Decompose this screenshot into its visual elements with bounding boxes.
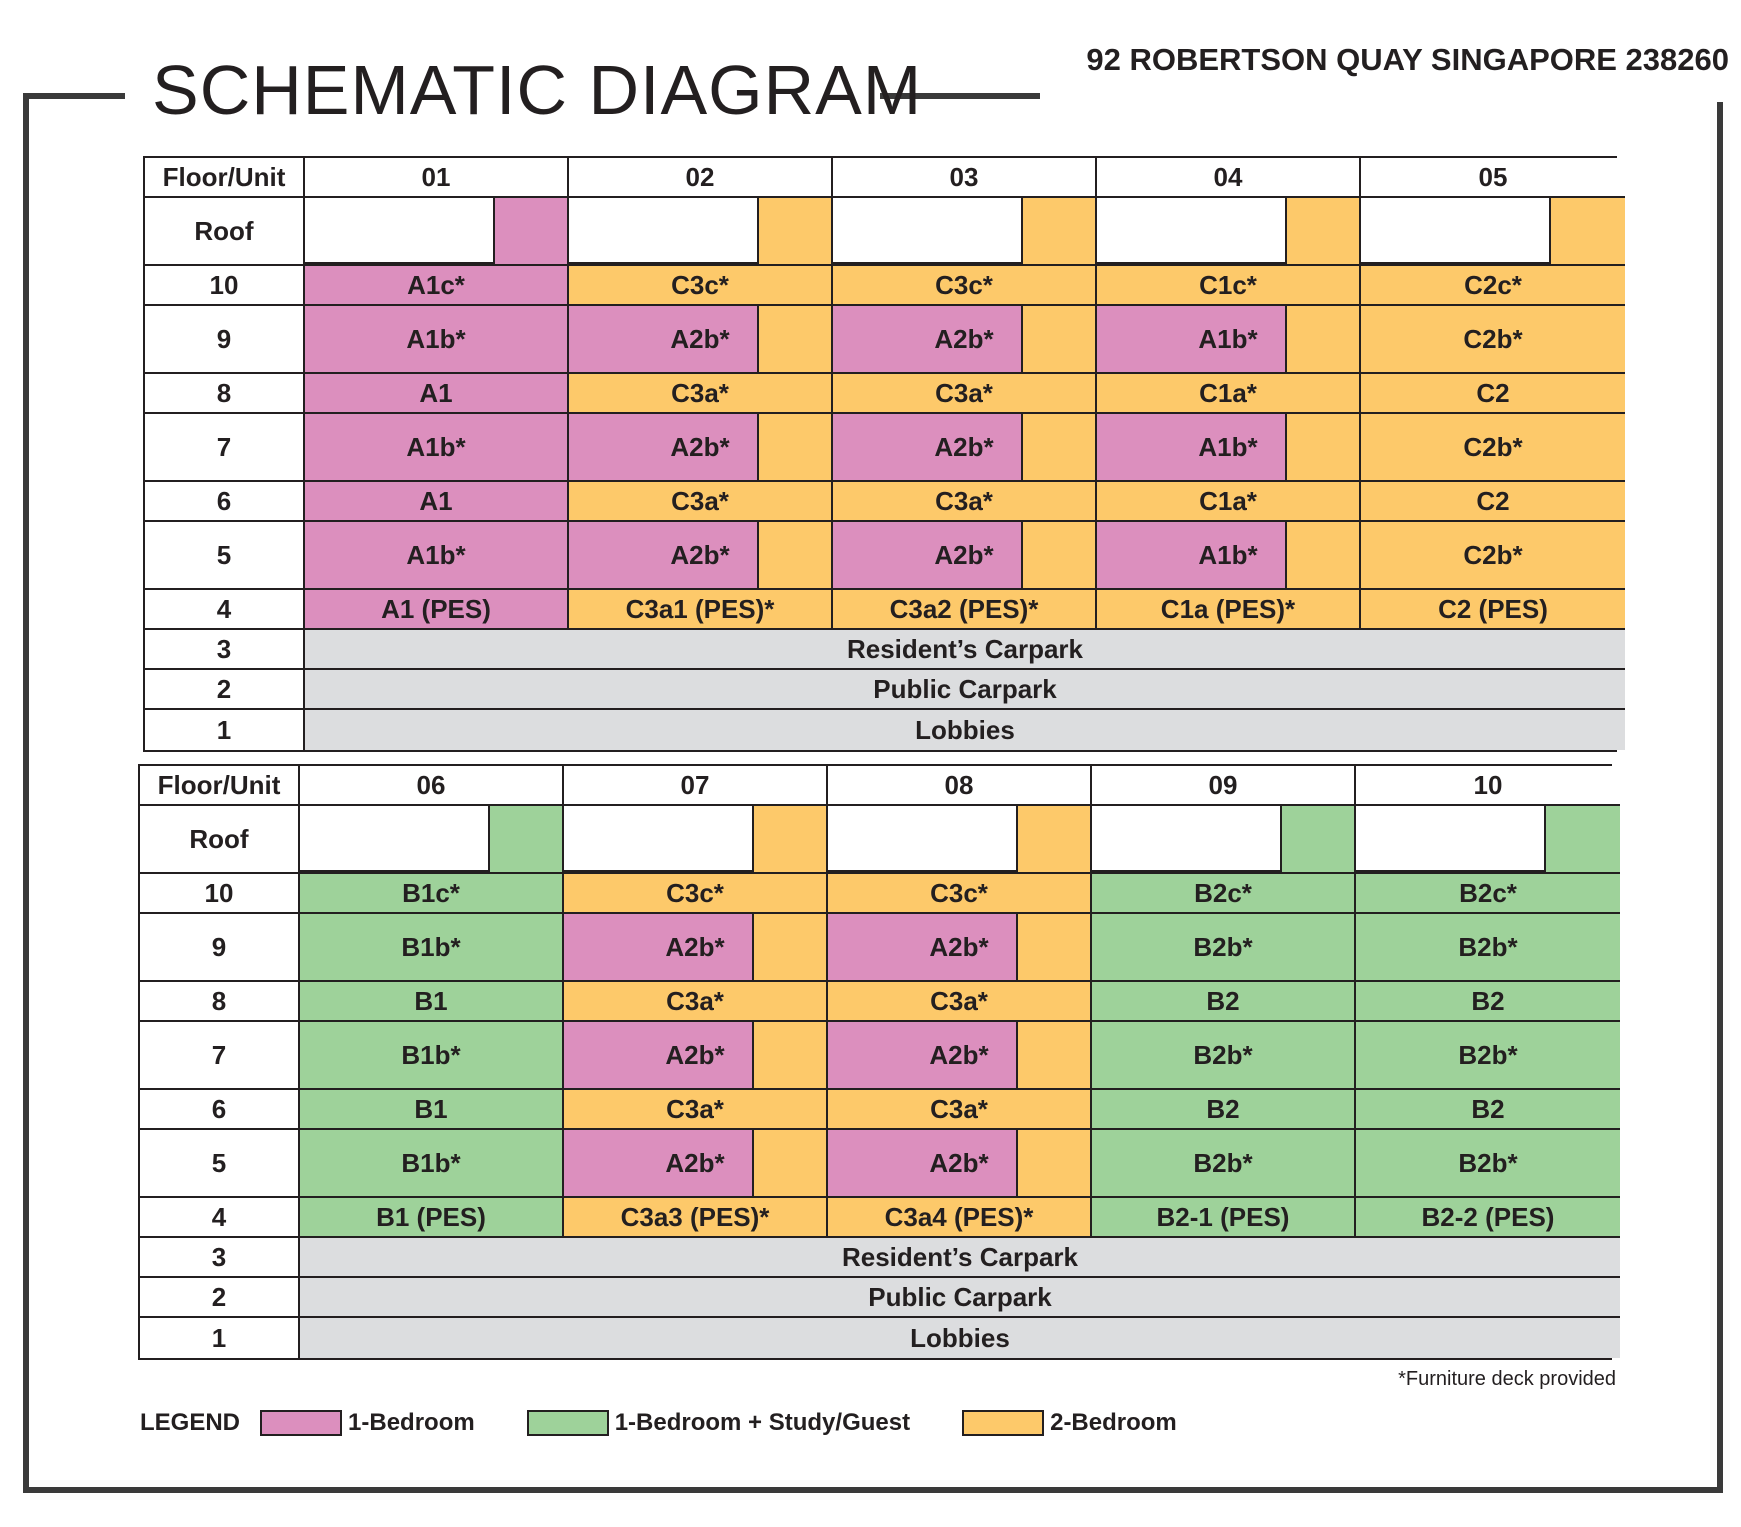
unit-cell bbox=[569, 374, 833, 414]
unit-cell bbox=[1361, 590, 1625, 630]
unit-cell bbox=[828, 1022, 1092, 1090]
unit-cell bbox=[1361, 414, 1625, 482]
unit-cell bbox=[1097, 306, 1361, 374]
unit-split-block bbox=[828, 1022, 1018, 1088]
common-area-row-label: Resident’s Carpark bbox=[841, 1241, 1079, 1272]
unit-cell bbox=[833, 414, 1097, 482]
unit-type-label: A2b* bbox=[665, 1039, 725, 1070]
unit-type-label: C2b* bbox=[1463, 539, 1523, 570]
unit-cell bbox=[564, 874, 828, 914]
roof-void bbox=[833, 198, 1023, 264]
unit-cell bbox=[569, 306, 833, 374]
floor-label-label: 4 bbox=[211, 1201, 227, 1232]
unit-cell bbox=[1361, 482, 1625, 522]
unit-type-label: C3a* bbox=[666, 985, 724, 1016]
roof-cell bbox=[1361, 198, 1625, 266]
floor-label-label: 9 bbox=[211, 931, 227, 962]
unit-cell bbox=[1097, 266, 1361, 306]
unit-type-label: B2 bbox=[1206, 1093, 1240, 1124]
header-unit bbox=[1361, 158, 1625, 198]
unit-type-label: A2b* bbox=[929, 931, 989, 962]
unit-cell bbox=[300, 1130, 564, 1198]
unit-cell bbox=[1361, 306, 1625, 374]
unit-type-label: B1 (PES) bbox=[376, 1201, 486, 1232]
unit-type-label: B2-1 (PES) bbox=[1156, 1201, 1290, 1232]
unit-cell bbox=[1361, 266, 1625, 306]
floor-label bbox=[140, 1198, 300, 1238]
unit-type-label: B2b* bbox=[1193, 1039, 1253, 1070]
unit-cell bbox=[300, 874, 564, 914]
header-floor-unit bbox=[145, 158, 305, 198]
unit-cell bbox=[305, 414, 569, 482]
floor-label bbox=[145, 374, 305, 414]
common-area-row bbox=[305, 710, 1625, 750]
floor-label-roof bbox=[145, 198, 305, 266]
unit-split-block bbox=[1097, 414, 1287, 480]
floor-label-label: 8 bbox=[216, 377, 232, 408]
unit-split-block bbox=[564, 1022, 754, 1088]
unit-cell bbox=[564, 982, 828, 1022]
unit-type-label: B2c* bbox=[1459, 877, 1517, 908]
unit-type-label: A2b* bbox=[670, 431, 730, 462]
unit-cell bbox=[1356, 1198, 1620, 1238]
floor-label bbox=[140, 1238, 300, 1278]
unit-split-block bbox=[828, 1130, 1018, 1196]
floor-label bbox=[140, 1130, 300, 1198]
floor-label bbox=[140, 1090, 300, 1130]
unit-split-block bbox=[569, 522, 759, 588]
unit-cell bbox=[833, 590, 1097, 630]
unit-cell bbox=[564, 1198, 828, 1238]
floor-label-label: 5 bbox=[216, 539, 232, 570]
unit-type-label: A2b* bbox=[670, 323, 730, 354]
unit-cell bbox=[305, 306, 569, 374]
unit-type-label: A1b* bbox=[1198, 431, 1258, 462]
unit-split-block bbox=[1097, 522, 1287, 588]
header-floor-unit bbox=[140, 766, 300, 806]
floor-label bbox=[140, 914, 300, 982]
unit-cell bbox=[564, 1022, 828, 1090]
header-unit-label: 08 bbox=[944, 769, 974, 800]
floor-label bbox=[140, 982, 300, 1022]
unit-type-label: C1c* bbox=[1199, 269, 1257, 300]
roof-cell bbox=[833, 198, 1097, 266]
common-area-row bbox=[305, 670, 1625, 710]
unit-type-label: C3a4 (PES)* bbox=[884, 1201, 1034, 1232]
floor-label-label: 10 bbox=[209, 269, 239, 300]
schematic-table-units-06-10 bbox=[138, 764, 1612, 1360]
unit-type-label: B1c* bbox=[402, 877, 460, 908]
header-unit bbox=[564, 766, 828, 806]
legend-item-1-bedroom bbox=[260, 1409, 475, 1437]
unit-type-label: A1c* bbox=[407, 269, 465, 300]
floor-label-label: 8 bbox=[211, 985, 227, 1016]
unit-cell bbox=[305, 522, 569, 590]
unit-cell bbox=[305, 266, 569, 306]
unit-type-label: A1b* bbox=[406, 431, 466, 462]
unit-cell bbox=[1356, 1090, 1620, 1130]
legend-item-label: 1-Bedroom bbox=[348, 1409, 475, 1436]
unit-type-label: C2 bbox=[1476, 377, 1510, 408]
unit-type-label: C2 bbox=[1476, 485, 1510, 516]
unit-cell bbox=[300, 1022, 564, 1090]
unit-cell bbox=[1092, 1022, 1356, 1090]
unit-cell bbox=[300, 914, 564, 982]
unit-type-label: C3a2 (PES)* bbox=[889, 593, 1039, 624]
common-area-row bbox=[300, 1278, 1620, 1318]
unit-type-label: A2b* bbox=[934, 323, 994, 354]
unit-type-label: C3c* bbox=[930, 877, 988, 908]
header-unit-label: 09 bbox=[1208, 769, 1238, 800]
legend-swatch-green bbox=[527, 1410, 609, 1436]
floor-label-label: 6 bbox=[211, 1093, 227, 1124]
floor-label bbox=[140, 1022, 300, 1090]
unit-type-label: B2c* bbox=[1194, 877, 1252, 908]
unit-type-label: A1b* bbox=[406, 539, 466, 570]
roof-void bbox=[300, 806, 490, 872]
unit-type-label: C3a* bbox=[935, 377, 993, 408]
header-unit bbox=[1356, 766, 1620, 806]
floor-label bbox=[145, 482, 305, 522]
legend-swatch-pink bbox=[260, 1410, 342, 1436]
unit-split-block bbox=[569, 414, 759, 480]
unit-split-block bbox=[833, 414, 1023, 480]
legend-item-1-bedroom-study bbox=[527, 1409, 910, 1437]
unit-cell bbox=[833, 522, 1097, 590]
unit-type-label: A1 bbox=[419, 485, 453, 516]
floor-label bbox=[145, 266, 305, 306]
floor-label-label: 9 bbox=[216, 323, 232, 354]
roof-cell bbox=[305, 198, 569, 266]
unit-type-label: A2b* bbox=[929, 1147, 989, 1178]
header-unit-label: 02 bbox=[685, 161, 715, 192]
roof-void bbox=[1097, 198, 1287, 264]
unit-cell bbox=[828, 1090, 1092, 1130]
floor-label bbox=[145, 710, 305, 750]
unit-type-label: A1b* bbox=[1198, 323, 1258, 354]
unit-type-label: A1 bbox=[419, 377, 453, 408]
unit-cell bbox=[1356, 874, 1620, 914]
unit-cell bbox=[300, 982, 564, 1022]
unit-type-label: C3c* bbox=[671, 269, 729, 300]
unit-cell bbox=[564, 1090, 828, 1130]
unit-type-label: A2b* bbox=[934, 431, 994, 462]
roof-cell bbox=[569, 198, 833, 266]
unit-cell bbox=[569, 482, 833, 522]
unit-type-label: B2b* bbox=[1193, 1147, 1253, 1178]
unit-cell bbox=[569, 522, 833, 590]
floor-label-roof-label: Roof bbox=[189, 823, 249, 854]
header-unit bbox=[569, 158, 833, 198]
unit-cell bbox=[1356, 1022, 1620, 1090]
header-unit-label: 07 bbox=[680, 769, 710, 800]
unit-cell bbox=[569, 590, 833, 630]
header-unit-label: 04 bbox=[1213, 161, 1243, 192]
unit-cell bbox=[1092, 1090, 1356, 1130]
common-area-row-label: Public Carpark bbox=[873, 673, 1057, 704]
floor-label bbox=[145, 414, 305, 482]
unit-type-label: B2 bbox=[1471, 1093, 1505, 1124]
unit-type-label: B2b* bbox=[1193, 931, 1253, 962]
unit-type-label: B2b* bbox=[1458, 1147, 1518, 1178]
roof-void bbox=[564, 806, 754, 872]
roof-cell bbox=[1356, 806, 1620, 874]
unit-split-block bbox=[569, 306, 759, 372]
header-floor-unit-label: Floor/Unit bbox=[162, 161, 286, 192]
unit-type-label: C3c* bbox=[666, 877, 724, 908]
unit-type-label: A1b* bbox=[1198, 539, 1258, 570]
unit-type-label: B1b* bbox=[401, 1147, 461, 1178]
unit-type-label: A2b* bbox=[665, 931, 725, 962]
unit-type-label: C3a1 (PES)* bbox=[625, 593, 775, 624]
unit-cell bbox=[833, 374, 1097, 414]
unit-type-label: C2 (PES) bbox=[1438, 593, 1548, 624]
floor-label-label: 4 bbox=[216, 593, 232, 624]
unit-cell bbox=[1092, 914, 1356, 982]
roof-void bbox=[305, 198, 495, 264]
unit-cell bbox=[833, 306, 1097, 374]
header-unit bbox=[1092, 766, 1356, 806]
unit-cell bbox=[1356, 982, 1620, 1022]
header-unit bbox=[300, 766, 564, 806]
unit-type-label: B1 bbox=[414, 985, 448, 1016]
header-unit-label: 01 bbox=[421, 161, 451, 192]
unit-type-label: A1b* bbox=[406, 323, 466, 354]
legend-item-2-bedroom bbox=[962, 1409, 1177, 1437]
address-background bbox=[1040, 84, 1741, 102]
legend-label: LEGEND bbox=[140, 1409, 241, 1436]
floor-label bbox=[140, 1278, 300, 1318]
unit-type-label: C3a* bbox=[666, 1093, 724, 1124]
unit-type-label: B2b* bbox=[1458, 1039, 1518, 1070]
unit-type-label: C1a (PES)* bbox=[1160, 593, 1296, 624]
floor-label bbox=[140, 1318, 300, 1358]
floor-label-label: 7 bbox=[216, 431, 232, 462]
legend-swatch-orange bbox=[962, 1410, 1044, 1436]
unit-cell bbox=[1356, 1130, 1620, 1198]
unit-type-label: C3a* bbox=[930, 1093, 988, 1124]
roof-cell bbox=[564, 806, 828, 874]
unit-cell bbox=[569, 266, 833, 306]
roof-cell bbox=[300, 806, 564, 874]
header-unit-label: 06 bbox=[416, 769, 446, 800]
floor-label bbox=[145, 670, 305, 710]
unit-type-label: B1b* bbox=[401, 1039, 461, 1070]
legend bbox=[140, 1408, 1177, 1438]
unit-cell bbox=[1097, 590, 1361, 630]
common-area-row bbox=[305, 630, 1625, 670]
header-unit bbox=[1097, 158, 1361, 198]
unit-cell bbox=[305, 374, 569, 414]
roof-cell bbox=[1097, 198, 1361, 266]
unit-cell bbox=[1092, 874, 1356, 914]
unit-split-block bbox=[564, 914, 754, 980]
unit-type-label: B2 bbox=[1206, 985, 1240, 1016]
header-unit bbox=[833, 158, 1097, 198]
unit-cell bbox=[1092, 982, 1356, 1022]
roof-void bbox=[569, 198, 759, 264]
unit-cell bbox=[828, 874, 1092, 914]
unit-cell bbox=[833, 266, 1097, 306]
floor-label bbox=[140, 874, 300, 914]
floor-label-label: 3 bbox=[211, 1241, 227, 1272]
floor-label-label: 2 bbox=[211, 1281, 227, 1312]
unit-cell bbox=[828, 914, 1092, 982]
unit-type-label: B2-2 (PES) bbox=[1421, 1201, 1555, 1232]
common-area-row-label: Lobbies bbox=[910, 1322, 1010, 1353]
unit-split-block bbox=[564, 1130, 754, 1196]
unit-type-label: B2 bbox=[1471, 985, 1505, 1016]
unit-split-block bbox=[828, 914, 1018, 980]
unit-split-block bbox=[833, 522, 1023, 588]
unit-type-label: C2b* bbox=[1463, 323, 1523, 354]
schematic-table-units-01-05 bbox=[143, 156, 1617, 752]
floor-label-label: 1 bbox=[216, 714, 232, 745]
unit-type-label: C2c* bbox=[1464, 269, 1522, 300]
unit-cell bbox=[828, 1198, 1092, 1238]
unit-cell bbox=[300, 1090, 564, 1130]
unit-split-block bbox=[1097, 306, 1287, 372]
floor-label-label: 5 bbox=[211, 1147, 227, 1178]
unit-cell bbox=[564, 1130, 828, 1198]
header-unit-label: 03 bbox=[949, 161, 979, 192]
unit-cell bbox=[828, 982, 1092, 1022]
legend-item-label: 1-Bedroom + Study/Guest bbox=[614, 1409, 911, 1436]
common-area-row bbox=[300, 1238, 1620, 1278]
unit-type-label: A2b* bbox=[929, 1039, 989, 1070]
unit-cell bbox=[833, 482, 1097, 522]
address: 92 ROBERTSON QUAY SINGAPORE 238260 bbox=[1086, 42, 1729, 77]
unit-type-label: A2b* bbox=[670, 539, 730, 570]
unit-type-label: C3a* bbox=[671, 485, 729, 516]
unit-split-block bbox=[833, 306, 1023, 372]
unit-type-label: C1a* bbox=[1199, 485, 1257, 516]
unit-cell bbox=[305, 482, 569, 522]
unit-cell bbox=[1356, 914, 1620, 982]
unit-type-label: C2b* bbox=[1463, 431, 1523, 462]
unit-cell bbox=[564, 914, 828, 982]
unit-cell bbox=[1361, 374, 1625, 414]
unit-type-label: C3c* bbox=[935, 269, 993, 300]
page-title: SCHEMATIC DIAGRAM bbox=[152, 51, 923, 129]
header-unit bbox=[828, 766, 1092, 806]
unit-cell bbox=[569, 414, 833, 482]
floor-label bbox=[145, 522, 305, 590]
unit-cell bbox=[305, 590, 569, 630]
header-unit bbox=[305, 158, 569, 198]
common-area-row-label: Public Carpark bbox=[868, 1281, 1052, 1312]
unit-type-label: C1a* bbox=[1199, 377, 1257, 408]
unit-type-label: C3a* bbox=[935, 485, 993, 516]
footnote: *Furniture deck provided bbox=[1398, 1368, 1616, 1390]
unit-cell bbox=[1092, 1130, 1356, 1198]
unit-cell bbox=[1097, 522, 1361, 590]
floor-label bbox=[145, 590, 305, 630]
floor-label-label: 2 bbox=[216, 673, 232, 704]
unit-cell bbox=[1361, 522, 1625, 590]
roof-cell bbox=[828, 806, 1092, 874]
unit-cell bbox=[300, 1198, 564, 1238]
unit-type-label: C3a* bbox=[930, 985, 988, 1016]
floor-label-label: 1 bbox=[211, 1322, 227, 1353]
floor-label-label: 7 bbox=[211, 1039, 227, 1070]
floor-label bbox=[145, 306, 305, 374]
floor-label bbox=[145, 630, 305, 670]
roof-void bbox=[1356, 806, 1546, 872]
header-unit-label: 05 bbox=[1478, 161, 1508, 192]
unit-type-label: A1 (PES) bbox=[381, 593, 491, 624]
unit-type-label: C3a3 (PES)* bbox=[620, 1201, 770, 1232]
floor-label-label: 10 bbox=[204, 877, 234, 908]
header-unit-label: 10 bbox=[1473, 769, 1503, 800]
unit-type-label: B1 bbox=[414, 1093, 448, 1124]
unit-cell bbox=[828, 1130, 1092, 1198]
floor-label-roof bbox=[140, 806, 300, 874]
unit-type-label: B2b* bbox=[1458, 931, 1518, 962]
common-area-row bbox=[300, 1318, 1620, 1358]
floor-label-roof-label: Roof bbox=[194, 215, 254, 246]
roof-cell bbox=[1092, 806, 1356, 874]
unit-type-label: B1b* bbox=[401, 931, 461, 962]
unit-cell bbox=[1097, 414, 1361, 482]
common-area-row-label: Lobbies bbox=[915, 714, 1015, 745]
floor-label-label: 6 bbox=[216, 485, 232, 516]
unit-cell bbox=[1097, 482, 1361, 522]
unit-cell bbox=[1097, 374, 1361, 414]
roof-void bbox=[828, 806, 1018, 872]
floor-label-label: 3 bbox=[216, 633, 232, 664]
roof-void bbox=[1361, 198, 1551, 264]
roof-void bbox=[1092, 806, 1282, 872]
common-area-row-label: Resident’s Carpark bbox=[846, 633, 1084, 664]
header-floor-unit-label: Floor/Unit bbox=[157, 769, 281, 800]
legend-item-label: 2-Bedroom bbox=[1050, 1409, 1177, 1436]
unit-type-label: A2b* bbox=[665, 1147, 725, 1178]
unit-type-label: C3a* bbox=[671, 377, 729, 408]
unit-type-label: A2b* bbox=[934, 539, 994, 570]
unit-cell bbox=[1092, 1198, 1356, 1238]
